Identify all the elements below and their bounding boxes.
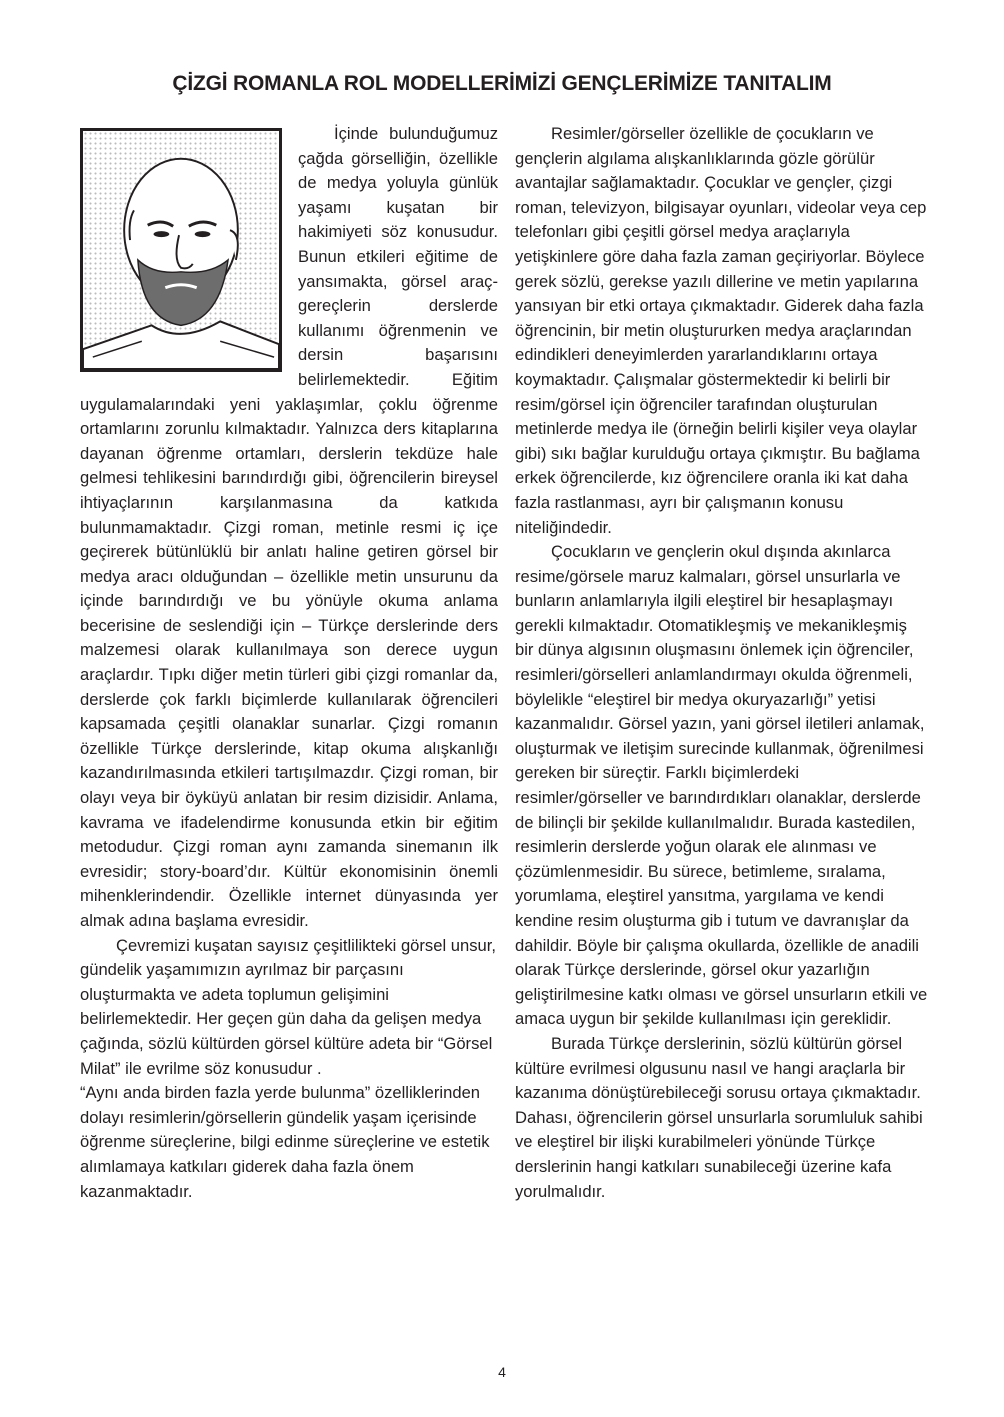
bearded-man-icon: [83, 131, 279, 369]
portrait-illustration: [80, 128, 282, 372]
paragraph: Çocukların ve gençlerin okul dışında akınlarca resime/görsele maruz kalmaları, görsel unsurlarla ve bunların anlamlarıyla ilgili eleştirel bir hesaplaşmayı gerekli kılmaktadır. Otomatikleşmiş ve mekanikleşmiş bir dünya algısının oluşmasını önlemek için öğrenciler, resimleri/görselleri anlamlandırmayı okulda öğrenmeli, böylelikle “eleştirel bir medya okuryazarlığı” yetisi kazanmalıdır. Görsel yazın, yani görsel iletileri anlamak, oluşturmak ve iletişim surecinde kullanmak, öğrenilmesi gereken bir süreçtir. Farklı biçimlerdeki resimler/görseller ve barındırdıkları olanaklar, derslerde de bilinçli bir şekilde kullanılmalıdır. Burada kastedilen, resimlerin derslerde yoğun olarak ele alınması ve çözümlenmesidir. Bu sürece, betimleme, sıralama, yorumlama, eleştirel yansıtma, yargılama ve kendi kendine resim oluşturma gib i tutum ve davranışlar da dahildir. Böyle bir çalışma okullarda, özellikle de anadili olarak Türkçe derslerinde, görsel okur yazarlığın geliştirilmesine katkı olması ve görsel unsurların etkili ve amaca uygun bir şekilde kullanılması için gereklidir.: [515, 542, 928, 1029]
paragraph: Resimler/görseller özellikle de çocukların ve gençlerin algılama alışkanlıklarında gözle görülür avantajlar sağlamaktadır. Çocuklar ve gençler, çizgi roman, televizyon, bilgisayar oyunları, videolar veya cep telefonları gibi çeşitli görsel medya araçlarıyla yetişkinlere göre daha fazla zaman geçiriyorlar. Böylece gerek sözlü, gerekse yazılı dillerine ve metin yapılarına yansıyan bir etki ortaya çıkmaktadır. Giderek daha fazla öğrencinin, bir metin oluştururken medya araçlarından edindikleri deneyimlerden yararlandıklarını ortaya koymaktadır. Çalışmalar göstermektedir ki belirli bir resim/görsel için öğrenciler tarafından oluşturulan metinlerde medya ile (örneğin belirli kişiler veya olaylar gibi) sıkı bağlar kurulduğu ortaya çıkmıştır. Bu bağlama erkek öğrencilerde, kız öğrencilere oranla iki kat daha fazla rastlanması, ayrı bir çalışmanın konusu niteliğindedir.: [515, 124, 927, 537]
paragraph: “Aynı anda birden fazla yerde bulunma” özelliklerinden dolayı resimlerin/görsellerin gündelik yaşam içerisinde öğrenme süreçlerine, bilgi edinme süreçlerine ve estetik alımlamaya katkıları giderek daha fazla önem kazanmaktadır.: [80, 1083, 490, 1201]
paragraph: İçinde bulunduğumuz çağda görselliğin, özellikle de medya yoluyla günlük yaşamı kuşatan bir hakimiyeti söz konusudur. Bunun etkileri eğitime de yansımakta, görsel araç-gereçlerin derslerde kullanımı öğrenmenin ve dersin başarısını belirlemektedir. Eğitim uygulamalarındaki yeni yaklaşımlar, çoklu öğrenme ortamlarını zorunlu kılmaktadır. Yalnızca ders kitaplarına dayanan öğrenme ortamları, derslerin tekdüze hale gelmesi tehlikesini barındırdığı gibi, öğrencilerin bireysel ihtiyaçlarının karşılanmasına da katkıda bulunmamaktadır. Çizgi roman, metinle resmi iç içe geçirerek bütünlüklü bir anlatı haline getiren görsel bir medya aracı olduğundan – özellikle metin unsurunu da içinde barındırdığı ve bu yönüyle okuma anlama becerisine de seslendiği için – Türkçe derslerinde ders malzemesi olarak kullanılmaya son derece uygun araçlardır. Tıpkı diğer metin türleri gibi çizgi romanlar da, derslerde çok farklı biçimlerde kullanılarak öğrencileri kapsamada çeşitli olanaklar sunarlar. Çizgi romanın özellikle Türkçe derslerinde, kitap okuma alışkanlığı kazandırılmasında etkileri tartışılmazdır. Çizgi roman, bir olayı veya bir öyküyü anlatan bir resim dizisidir. Anlama, kavrama ve ifadelendirme konusunda etkin bir eğitim metodudur. Çizgi roman aynı zamanda sinemanın ilk evresidir; story-board’dır. Kültür ekonomisinin önemli mihenklerindendir. Özellikle internet dünyasında yer almak adına başlama evresidir.: [80, 124, 498, 930]
paragraph: Burada Türkçe derslerinin, sözlü kültürün görsel kültüre evrilmesi olgusunu nasıl ve hangi araçlarla bir kazanıma dönüştürebileceği sorusu ortaya çıkmaktadır. Dahası, öğrencilerin görsel unsurlarla sorumluluk sahibi ve eleştirel bir ilişki kurabilmeleri yönünde Türkçe derslerinin hangi katkıları sunabileceği üzerine kafa yorulmalıdır.: [515, 1033, 923, 1201]
page-title: ÇİZGİ ROMANLA ROL MODELLERİMİZİ GENÇLERİMİZE TANITALIM: [172, 72, 832, 95]
left-column: [80, 122, 498, 1204]
right-column: [515, 122, 928, 1204]
page-number: 4: [498, 1364, 506, 1380]
paragraph: Çevremizi kuşatan sayısız çeşitlilikteki görsel unsur, gündelik yaşamımızın ayrılmaz bir parçasını oluşturmakta ve adeta toplumun gelişimini belirlemektedir. Her geçen gün daha da gelişen medya çağında, sözlü kültürden görsel kültüre adeta bir “Görsel Milat” ile evrilme söz konusudur .: [80, 935, 496, 1078]
